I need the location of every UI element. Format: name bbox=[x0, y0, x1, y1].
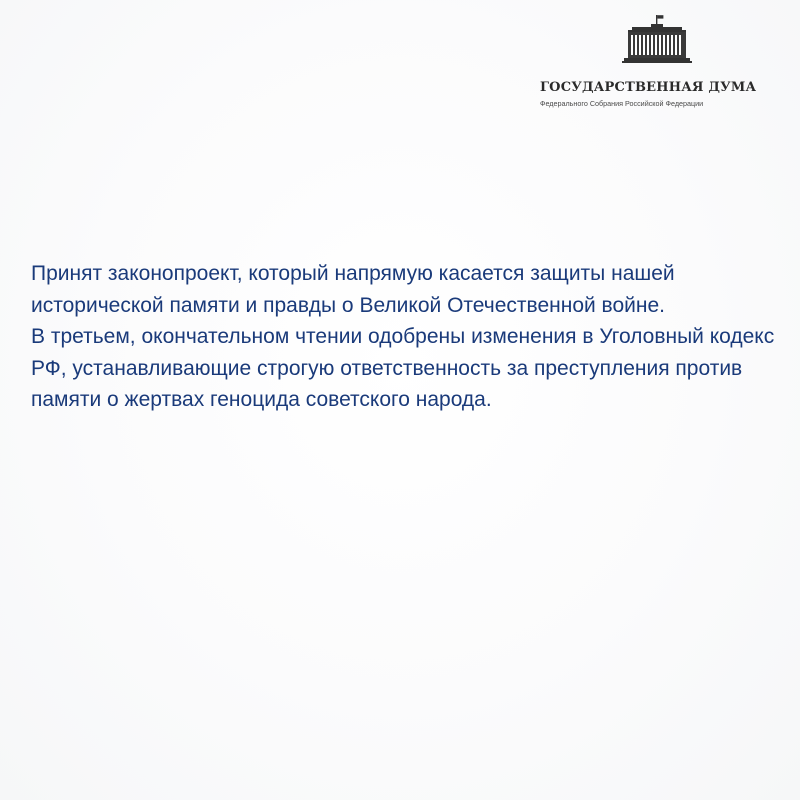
announcement-paragraph-2: В третьем, окончательном чтении одобрены изменения в Уголовный кодекс РФ, устанавливающие строгую ответственность за преступления против памяти о жертвах геноцида советского народа. bbox=[31, 325, 775, 411]
logo-subtitle: Федерального Собрания Российской Федерации bbox=[540, 99, 704, 108]
state-duma-logo bbox=[540, 14, 780, 108]
announcement-paragraph-1: Принят законопроект, который напрямую касается защиты нашей исторической памяти и правды о Великой Отечественной войне. bbox=[31, 262, 675, 317]
logo-title: ГОСУДАРСТВЕННАЯ ДУМА bbox=[540, 80, 757, 95]
announcement-text bbox=[31, 258, 781, 416]
state-duma-building-icon bbox=[622, 14, 692, 66]
